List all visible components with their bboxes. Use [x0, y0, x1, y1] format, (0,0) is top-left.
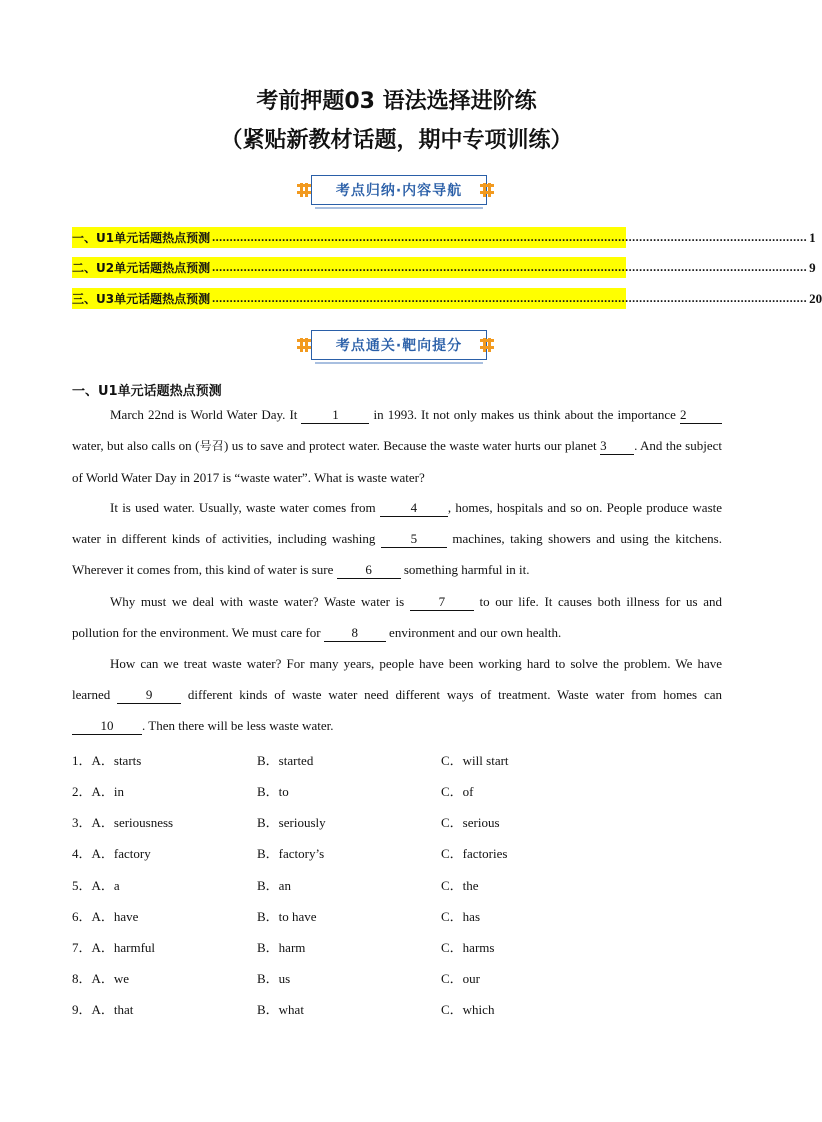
passage-paragraph-4: How can we treat waste water? For many years, people have been working hard to solve the problem. We have learned 9 different kinds of waste water need different ways of treatment. Waste water from homes can 10 . Then there will be less waste water. — [72, 656, 722, 733]
option-c[interactable]: C．of — [441, 784, 474, 799]
practice-badge — [297, 330, 495, 360]
option-b[interactable]: B．us — [257, 971, 291, 986]
blank-8[interactable]: 8 — [324, 625, 386, 642]
hash-icon — [480, 183, 494, 197]
blank-2[interactable]: 2 — [680, 407, 722, 424]
option-c[interactable]: C．harms — [441, 940, 495, 955]
hash-icon — [297, 338, 311, 352]
option-a[interactable]: 4．A．factory — [72, 846, 151, 861]
passage-paragraph-3: Why must we deal with waste water? Waste water is 7 to our life. It causes both illness for us and pollution for the environment. We must care for 8 environment and our own health. — [72, 594, 722, 640]
option-a[interactable]: 3．A．seriousness — [72, 815, 174, 830]
option-a[interactable]: 1．A．starts — [72, 753, 142, 768]
question-1-options — [72, 750, 722, 770]
option-a[interactable]: 6．A．have — [72, 909, 139, 924]
passage-paragraph-2: It is used water. Usually, waste water comes from 4 , homes, hospitals and so on. People produce waste water in different kinds of activities, including washing 5 machines, taking showers and using the kitchens. Wherever it comes from, this kind of water is sure 6 something harmful in it. — [72, 500, 723, 577]
toc-page-number: 9 — [809, 259, 816, 275]
question-9-options — [72, 999, 722, 1019]
blank-3[interactable]: 3 — [600, 438, 634, 455]
option-c[interactable]: C．has — [441, 909, 481, 924]
blank-4[interactable]: 4 — [380, 500, 448, 517]
page-subtitle: （紧贴新教材话题，期中专项训练） — [220, 128, 573, 153]
toc-leader-dots: .......................................................................................................................................................................... — [212, 230, 808, 244]
page-title: 考前押题03 语法选择进阶练 — [256, 89, 537, 114]
blank-10[interactable]: 10 — [72, 718, 142, 735]
option-c[interactable]: C．factories — [441, 846, 508, 861]
passage-paragraph-1: March 22nd is World Water Day. It 1 in 1993. It not only makes us think about the importance 2 water, but also calls on (号召) us to save and protect water. Because the waste water hurts our planet 3 . And the subject of World Water Day in 2017 is “waste water”. What is waste water? — [72, 407, 722, 485]
question-6-options — [72, 906, 722, 926]
toc-page-number: 20 — [809, 290, 822, 306]
toc-item-label: 三、U3单元话题热点预测 — [72, 292, 211, 306]
option-c[interactable]: C．will start — [441, 753, 509, 768]
toc-leader-dots: .......................................................................................................................................................................... — [212, 291, 808, 305]
option-b[interactable]: B．harm — [257, 940, 306, 955]
toc-page-number: 1 — [809, 229, 816, 245]
option-b[interactable]: B．to have — [257, 909, 317, 924]
option-a[interactable]: 9．A．that — [72, 1002, 134, 1017]
option-a[interactable]: 8．A．we — [72, 971, 130, 986]
blank-6[interactable]: 6 — [337, 562, 401, 579]
toc-item-label: 二、U2单元话题热点预测 — [72, 261, 211, 275]
hash-icon — [297, 183, 311, 197]
option-b[interactable]: B．an — [257, 878, 291, 893]
blank-5[interactable]: 5 — [381, 531, 447, 548]
option-c[interactable]: C．our — [441, 971, 481, 986]
question-5-options — [72, 875, 722, 895]
toc-badge-label: 考点归纳·内容导航 — [311, 175, 487, 205]
toc-leader-dots: .......................................................................................................................................................................... — [212, 260, 808, 274]
option-c[interactable]: C．which — [441, 1002, 495, 1017]
question-4-options — [72, 843, 722, 863]
question-8-options — [72, 968, 722, 988]
blank-7[interactable]: 7 — [410, 594, 474, 611]
option-c[interactable]: C．serious — [441, 815, 500, 830]
option-b[interactable]: B．to — [257, 784, 289, 799]
toc-item-u3[interactable] — [72, 288, 822, 309]
option-b[interactable]: B．what — [257, 1002, 304, 1017]
hash-icon — [480, 338, 494, 352]
option-a[interactable]: 2．A．in — [72, 784, 125, 799]
blank-9[interactable]: 9 — [117, 687, 181, 704]
option-c[interactable]: C．the — [441, 878, 479, 893]
toc-item-u2[interactable] — [72, 257, 816, 278]
option-b[interactable]: B．started — [257, 753, 314, 768]
section-heading: 一、U1单元话题热点预测 — [72, 384, 222, 399]
blank-1[interactable]: 1 — [301, 407, 369, 424]
practice-badge-label: 考点通关·靶向提分 — [311, 330, 487, 360]
option-a[interactable]: 5．A．a — [72, 878, 120, 893]
toc-item-label: 一、U1单元话题热点预测 — [72, 231, 211, 245]
question-2-options — [72, 781, 722, 801]
toc-item-u1[interactable] — [72, 227, 816, 248]
toc-badge — [297, 175, 495, 205]
option-b[interactable]: B．seriously — [257, 815, 326, 830]
option-a[interactable]: 7．A．harmful — [72, 940, 156, 955]
question-3-options — [72, 812, 722, 832]
question-7-options — [72, 937, 722, 957]
option-b[interactable]: B．factory’s — [257, 846, 325, 861]
